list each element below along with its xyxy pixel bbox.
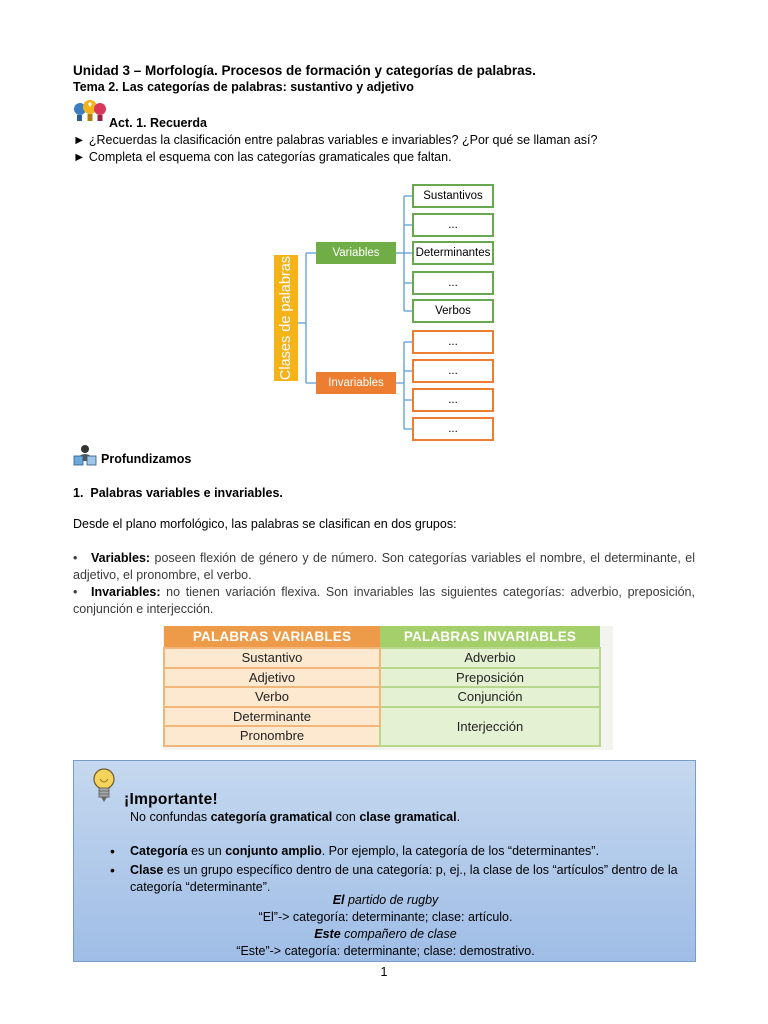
intro-part: No confundas [130,810,211,824]
diagram-variables-node: Variables [316,242,396,264]
variables-term: Variables: [91,551,151,565]
intro-part: . [456,810,461,824]
important-examples [74,892,697,960]
diagram-variables-item: Sustantivos [412,184,494,208]
invariables-term: Invariables: [91,585,161,599]
variables-paragraph [73,550,695,584]
diagram-variables-item: ... [412,271,494,295]
table-cell: Determinante [164,707,380,727]
arrow-bullet-icon: ► [73,133,86,147]
table-row [164,687,600,707]
table-cell: Sustantivo [164,648,380,668]
bullet-icon: • [73,551,78,565]
question-2-text: Completa el esquema con las categorías gramaticales que faltan. [88,150,452,164]
important-title: ¡Importante! [124,791,219,808]
table-row [164,648,600,668]
diagram-root [274,255,298,381]
table-cell: Preposición [380,668,600,688]
table-header-variables: PALABRAS VARIABLES [164,626,380,648]
diagram-invariables-item: ... [412,388,494,412]
sub-heading-text: Palabras variables e invariables. [90,486,283,500]
intro-term-category: categoría gramatical [210,810,333,824]
sub-heading [73,486,283,500]
term: Clase [130,863,164,877]
intro-term-class: clase gramatical [359,810,457,824]
table-cell: Interjección [380,707,600,746]
arrow-bullet-icon: ► [73,150,86,164]
example-word: El [332,893,345,907]
word-types-table-image [163,626,613,750]
unit-title: Unidad 3 – Morfología. Procesos de formación y categorías de palabras. [73,63,536,78]
example-2-analysis: “Este”-> categoría: determinante; clase: demostrativo. [236,944,535,958]
activity-title: Act. 1. Recuerda [109,116,207,130]
example-1-analysis: “El”-> categoría: determinante; clase: artículo. [258,910,513,924]
table-row [164,707,600,727]
invariables-paragraph [73,584,695,618]
word-types-table [163,626,601,747]
diagram-variables-item: Verbos [412,299,494,323]
important-list [130,843,690,898]
text: es un grupo específico dentro de una categoría: p, ej., la clase de los “artículos” dentro de la categoría “determinante”. [130,863,678,894]
term: Categoría [130,844,188,858]
important-box [73,760,696,962]
intro-part: con [332,810,360,824]
text: es un [187,844,226,858]
text: . Por ejemplo, la categoría de los “determinantes”. [321,844,599,858]
diagram-invariables-node: Invariables [316,372,396,394]
table-cell: Adjetivo [164,668,380,688]
example-word: Este [314,927,341,941]
diagram-invariables-item: ... [412,417,494,441]
sub-heading-number: 1. [73,486,84,500]
section-heading: Profundizamos [101,452,192,466]
lightbulb-icon [92,767,116,805]
variables-text: poseen flexión de género y de número. Son categorías variables el nombre, el determinante, el adjetivo, el pronombre, el verbo. [73,551,695,582]
example-1-sentence [74,892,697,909]
table-cell: Pronombre [164,726,380,746]
table-row [164,668,600,688]
important-intro [130,810,460,824]
reading-person-icon [73,444,97,466]
table-cell: Verbo [164,687,380,707]
bullet-icon: • [73,585,78,599]
diagram-root-label: Clases de palabras [278,255,295,381]
table-cell: Conjunción [380,687,600,707]
diagram-variables-item: ... [412,213,494,237]
list-item [130,843,690,860]
topic-title: Tema 2. Las categorías de palabras: sustantivo y adjetivo [73,80,414,94]
example-text: partido de rugby [344,893,439,907]
example-2-sentence [74,926,697,943]
diagram-invariables-item: ... [412,359,494,383]
example-text: compañero de clase [340,927,457,941]
invariables-text: no tienen variación flexiva. Son invariables las siguientes categorías: adverbio, preposición, conjunción e interjección. [73,585,695,616]
table-cell: Adverbio [380,648,600,668]
intro-text: Desde el plano morfológico, las palabras se clasifican en dos grupos: [73,517,457,531]
diagram-invariables-item: ... [412,330,494,354]
table-header-invariables: PALABRAS INVARIABLES [380,626,600,648]
question-1-text: ¿Recuerdas la clasificación entre palabras variables e invariables? ¿Por qué se llaman así? [88,133,598,147]
term: conjunto amplio [225,844,322,858]
diagram-variables-item: Determinantes [412,241,494,265]
list-item [130,862,690,896]
page-number: 1 [380,965,388,979]
